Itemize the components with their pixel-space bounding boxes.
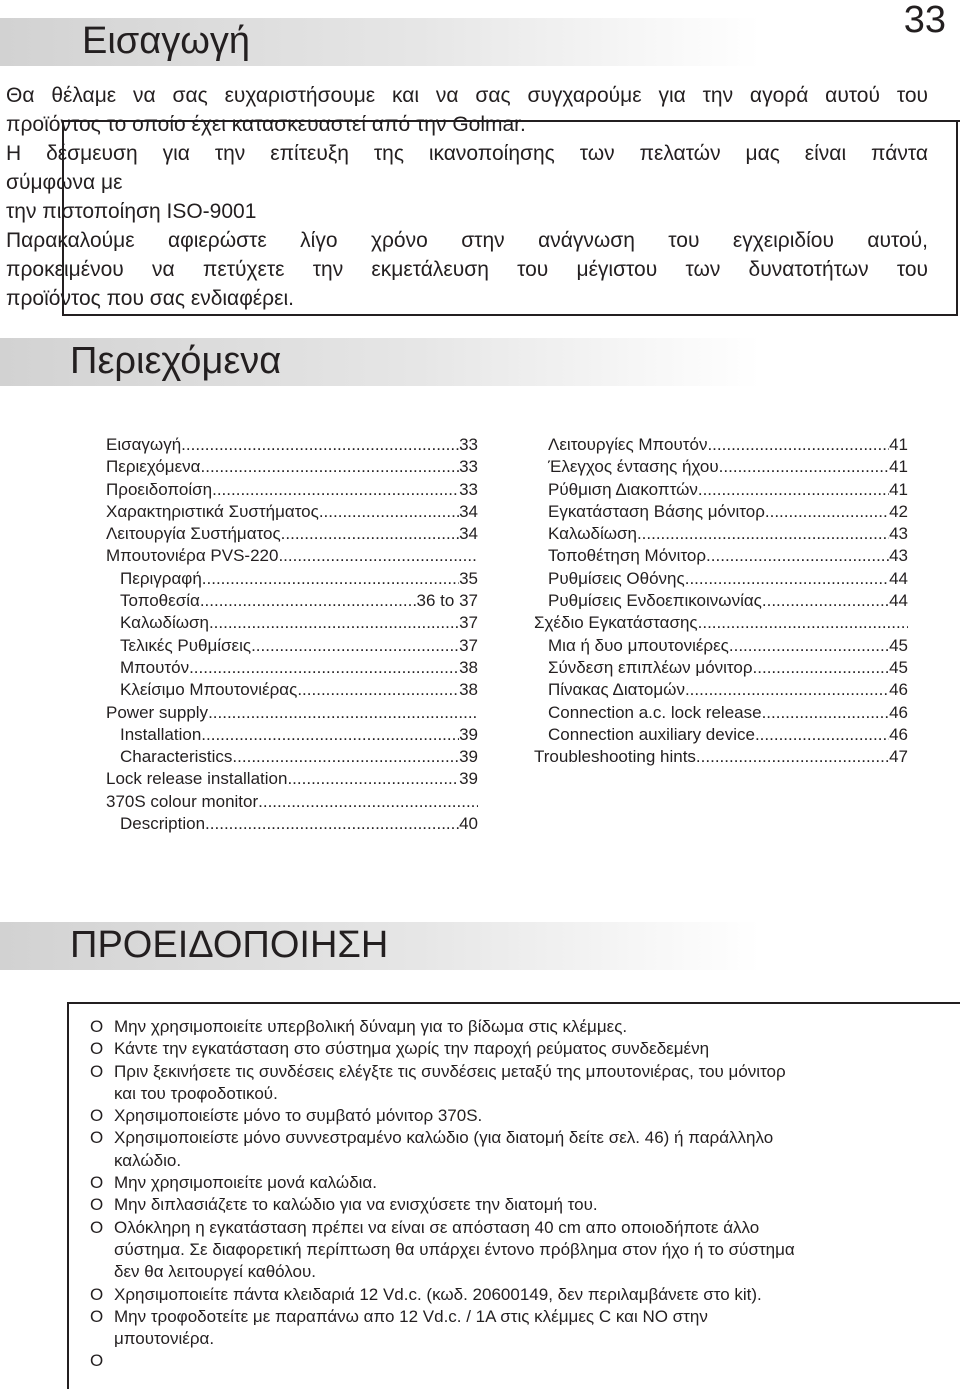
toc-entry-title: Connection auxiliary device xyxy=(548,724,755,744)
toc-entry-title: Μπουτονιέρα PVS-220 xyxy=(106,546,279,566)
intro-frame-bottom xyxy=(62,314,958,316)
toc-entry xyxy=(106,679,478,701)
toc-entry-title: Προειδοποίση xyxy=(106,479,213,499)
intro-header-band xyxy=(0,18,760,66)
contents-header-band xyxy=(0,338,760,386)
bullet-circle-icon: O xyxy=(90,1106,104,1126)
toc-leader-dots xyxy=(232,746,459,768)
toc-leader-dots xyxy=(212,479,459,501)
warning-item xyxy=(90,1127,910,1172)
intro-line: προϊόντος που σας ενδιαφέρει. xyxy=(6,287,294,310)
toc-entry-title: Έλεγχος έντασης ήχου xyxy=(548,457,719,477)
toc-entry-page: 40 xyxy=(459,814,478,834)
toc-entry xyxy=(106,545,478,567)
toc-entry-page: 34 xyxy=(459,501,478,521)
toc-entry-title: 370S colour monitor xyxy=(106,791,259,811)
warning-item xyxy=(90,1306,910,1351)
toc-entry-page: 46 xyxy=(889,680,908,700)
bullet-circle-icon: O xyxy=(90,1351,104,1371)
bullet-circle-icon: O xyxy=(90,1039,104,1059)
toc-leader-dots xyxy=(189,657,459,679)
warning-item-text: Μην χρησιμοποιείτε μονά καλώδια. xyxy=(114,1173,377,1193)
toc-entry-page: 43 xyxy=(889,524,908,544)
intro-line: σύμφωνα με xyxy=(6,171,123,194)
toc-leader-dots xyxy=(201,456,460,478)
toc-entry xyxy=(106,501,478,523)
toc-entry-page: 43 xyxy=(889,546,908,566)
warning-item-text: Μην τροφοδοτείτε με παραπάνω απο 12 Vd.c. / 1A στις κλέμμες C και NO στην xyxy=(114,1306,708,1326)
toc-entry-title: Description xyxy=(120,814,206,834)
toc-leader-dots xyxy=(696,746,889,768)
toc-entry xyxy=(106,724,478,746)
toc-leader-dots xyxy=(707,434,889,456)
toc-entry-page: 34 xyxy=(459,524,478,544)
toc-entry-title: Περιγραφή xyxy=(120,568,202,588)
toc-leader-dots xyxy=(762,590,889,612)
toc-entry xyxy=(534,523,908,545)
toc-entry-title: Characteristics xyxy=(120,747,233,767)
intro-paragraph xyxy=(6,81,928,313)
toc-leader-dots xyxy=(287,768,459,790)
toc-entry-title: Εισαγωγή xyxy=(106,435,182,454)
toc-leader-dots xyxy=(706,545,889,567)
toc-entry-page: 44 xyxy=(889,591,908,611)
toc-leader-dots xyxy=(698,612,908,634)
toc-entry-title: Μπουτόν xyxy=(120,657,190,677)
toc-entry-page: 33 xyxy=(459,435,478,454)
toc-entry xyxy=(534,612,908,634)
toc-entry-title: Ρυθμίσεις Ενδοεπικοινωνίας xyxy=(548,591,762,611)
toc-entry-page: 47 xyxy=(889,747,908,767)
toc-entry-page: 41 xyxy=(889,457,908,477)
toc-entry xyxy=(534,545,908,567)
toc-leader-dots xyxy=(755,724,889,746)
warning-item xyxy=(90,1038,910,1060)
warning-item xyxy=(90,1105,910,1127)
warning-item-text: και του τροφοδοτικού. xyxy=(114,1083,278,1103)
toc-leader-dots xyxy=(200,590,417,612)
warning-item-text: καλώδιο. xyxy=(114,1150,182,1170)
warning-item-text: δεν θα λειτουργεί καθόλου. xyxy=(114,1262,317,1282)
toc-entry xyxy=(534,479,908,501)
toc-entry xyxy=(534,746,908,768)
toc-entry xyxy=(106,768,478,790)
toc-leader-dots xyxy=(297,679,459,701)
toc-entry xyxy=(106,612,478,634)
toc-entry-title: Power supply xyxy=(106,702,209,722)
toc-entry xyxy=(534,679,908,701)
warning-item-text xyxy=(114,1350,910,1372)
toc-right-column xyxy=(534,434,908,768)
toc-entry-page: 39 xyxy=(459,724,478,744)
toc-entry-title: Installation xyxy=(120,724,202,744)
bullet-circle-icon: O xyxy=(90,1061,104,1081)
warning-item xyxy=(90,1194,910,1216)
toc-leader-dots xyxy=(201,724,459,746)
toc-entry-title: Περιεχόμενα xyxy=(106,457,201,477)
toc-entry xyxy=(534,657,908,679)
warning-item-text: Μην διπλασιάζετε το καλώδιο για να ενισχύσετε την διατομή του. xyxy=(114,1195,598,1215)
intro-line: προκειμένου να πετύχετε την εκμετάλευση του μέγιστου των δυνατοτήτων του xyxy=(6,258,928,281)
toc-leader-dots xyxy=(258,791,478,813)
toc-entry-title: Πίνακας Διατομών xyxy=(548,680,685,700)
toc-entry-title: Τοποθεσία xyxy=(120,591,200,611)
toc-leader-dots xyxy=(719,456,889,478)
toc-entry-page: 39 xyxy=(459,769,478,789)
warning-title: ΠΡΟΕΙΔΟΠΟΙΗΣΗ xyxy=(70,924,389,966)
toc-entry-page: 36 to 37 xyxy=(416,591,478,611)
toc-entry-page: 37 xyxy=(459,613,478,633)
toc-leader-dots xyxy=(753,657,890,679)
toc-entry xyxy=(106,568,478,590)
toc-entry-title: Τελικές Ρυθμίσεις xyxy=(120,635,252,655)
warning-item xyxy=(90,1061,910,1106)
toc-entry-title: Σύνδεση επιπλέων μόνιτορ xyxy=(548,657,753,677)
toc-leader-dots xyxy=(202,568,459,590)
bullet-circle-icon: O xyxy=(90,1128,104,1148)
page-number: 33 xyxy=(903,0,946,41)
toc-leader-dots xyxy=(205,813,459,835)
bullet-circle-icon: O xyxy=(90,1195,104,1215)
toc-leader-dots xyxy=(698,479,889,501)
toc-entry-page: 42 xyxy=(889,501,908,521)
toc-entry-title: Λειτουργίες Μπουτόν xyxy=(548,435,708,454)
toc-entry-title: Connection a.c. lock release xyxy=(548,702,762,722)
warning-item xyxy=(90,1172,910,1194)
toc-entry xyxy=(106,657,478,679)
toc-entry xyxy=(534,568,908,590)
intro-line: Θα θέλαμε να σας ευχαριστήσουμε και να σας συγχαρούμε για την αγορά αυτού του xyxy=(6,84,928,107)
toc-entry xyxy=(106,635,478,657)
toc-entry-page: 38 xyxy=(459,680,478,700)
toc-entry-page: 38 xyxy=(459,657,478,677)
toc-entry-title: Ρύθμιση Διακοπτών xyxy=(548,479,698,499)
toc-leader-dots xyxy=(685,679,889,701)
warning-item xyxy=(90,1016,910,1038)
toc-entry-title: Καλωδίωση xyxy=(548,524,637,544)
toc-entry xyxy=(106,523,478,545)
toc-entry-title: Ρυθμίσεις Οθόνης xyxy=(548,568,685,588)
bullet-circle-icon: O xyxy=(90,1306,104,1326)
warning-item xyxy=(90,1284,910,1306)
bullet-circle-icon: O xyxy=(90,1173,104,1193)
toc-left-column xyxy=(106,434,478,835)
toc-entry xyxy=(106,702,478,724)
toc-leader-dots xyxy=(181,434,459,456)
toc-entry-title: Κλείσιμο Μπουτονιέρας xyxy=(120,680,298,700)
contents-title: Περιεχόμενα xyxy=(70,340,282,382)
toc-leader-dots xyxy=(208,702,478,724)
intro-frame-right xyxy=(956,120,958,316)
toc-entry-page: 39 xyxy=(459,747,478,767)
intro-line: Παρακαλούμε αφιερώστε λίγο χρόνο στην ανάγνωση του εγχειριδίου αυτού, xyxy=(6,229,928,252)
toc-entry xyxy=(534,635,908,657)
toc-entry xyxy=(106,791,478,813)
warning-item-text: Μην χρησιμοποιείτε υπερβολική δύναμη για το βίδωμα στις κλέμμες. xyxy=(114,1017,628,1036)
toc-leader-dots xyxy=(762,702,890,724)
warning-item-text: Κάντε την εγκατάσταση στο σύστημα χωρίς την παροχή ρεύματος συνδεδεμένη xyxy=(114,1039,710,1059)
bullet-circle-icon: O xyxy=(90,1217,104,1237)
toc-entry xyxy=(534,501,908,523)
toc-entry-page: 46 xyxy=(889,702,908,722)
toc-leader-dots xyxy=(765,501,889,523)
toc-entry-page: 37 xyxy=(459,635,478,655)
toc-entry-page: 45 xyxy=(889,657,908,677)
toc-entry-page: 41 xyxy=(889,435,908,454)
toc-entry xyxy=(534,702,908,724)
toc-entry xyxy=(106,456,478,478)
toc-entry xyxy=(106,590,478,612)
warning-item-text: Χρησιμοποιείστε μόνο το συμβατό μόνιτορ 370S. xyxy=(114,1106,483,1126)
toc-entry xyxy=(106,746,478,768)
warning-item-text: μπουτονιέρα. xyxy=(114,1329,215,1349)
warning-item xyxy=(90,1217,910,1284)
toc-leader-dots xyxy=(729,635,889,657)
toc-entry-page: 33 xyxy=(459,479,478,499)
toc-entry-page: 35 xyxy=(459,568,478,588)
toc-leader-dots xyxy=(319,501,459,523)
toc-entry-page: 44 xyxy=(889,568,908,588)
toc-entry-title: Χαρακτηριστικά Συστήματος xyxy=(106,501,319,521)
warning-item-text: Πριν ξεκινήσετε τις συνδέσεις ελέγξτε τις συνδέσεις μεταξύ της μπουτονιέρας, του μόνιτορ xyxy=(114,1061,786,1081)
intro-title: Εισαγωγή xyxy=(82,20,251,62)
toc-entry-page: 33 xyxy=(459,457,478,477)
toc-entry-title: Troubleshooting hints xyxy=(534,747,696,767)
warning-item-text: Χρησιμοποιείτε πάντα κλειδαριά 12 Vd.c. (κωδ. 20600149, δεν περιλαμβάνετε στο kit). xyxy=(114,1284,762,1304)
toc-entry xyxy=(106,434,478,456)
toc-entry xyxy=(534,434,908,456)
toc-entry-page: 46 xyxy=(889,724,908,744)
toc-entry xyxy=(534,724,908,746)
bullet-circle-icon: O xyxy=(90,1017,104,1036)
warning-item-text: Ολόκληρη η εγκατάσταση πρέπει να είναι σε απόσταση 40 cm απο οποιοδήποτε άλλο xyxy=(114,1217,760,1237)
bullet-circle-icon: O xyxy=(90,1284,104,1304)
toc-entry-title: Εγκατάσταση Βάσης μόνιτορ xyxy=(548,501,765,521)
toc-leader-dots xyxy=(278,545,478,567)
toc-entry xyxy=(106,813,478,835)
intro-line: Η δέσμευση για την επίτευξη της ικανοποίησης των πελατών μας είναι πάντα xyxy=(6,142,928,165)
toc-leader-dots xyxy=(637,523,889,545)
toc-entry-title: Τοποθέτηση Μόνιτορ xyxy=(548,546,707,566)
warning-list xyxy=(90,1016,910,1373)
intro-line: την πιστοποίηση ISO-9001 xyxy=(6,200,257,223)
toc-leader-dots xyxy=(281,523,459,545)
warning-item xyxy=(90,1350,910,1372)
warning-header-band xyxy=(0,922,760,970)
toc-entry-title: Καλωδίωση xyxy=(120,613,209,633)
intro-line: προϊόντος το οποίο έχει κατασκευαστεί από την Golmar. xyxy=(6,113,526,136)
warning-item-text: σύστημα. Σε διαφορετική περίπτωση θα υπάρχει έντονο πρόβλημα στον ήχο ή το σύστημα xyxy=(114,1239,795,1259)
toc-entry-page: 45 xyxy=(889,635,908,655)
toc-entry-title: Μια ή δυο μπουτονιέρες xyxy=(548,635,729,655)
toc-entry xyxy=(534,590,908,612)
warning-item-text: Χρησιμοποιείστε μόνο συννεστραμένο καλώδιο (για διατομή δείτε σελ. 46) ή παράλληλο xyxy=(114,1128,774,1148)
toc-entry-title: Lock release installation xyxy=(106,769,288,789)
toc-leader-dots xyxy=(251,635,459,657)
toc-entry xyxy=(106,479,478,501)
toc-leader-dots xyxy=(685,568,889,590)
toc-entry-title: Σχέδιο Εγκατάστασης xyxy=(534,613,698,633)
toc-entry-page: 41 xyxy=(889,479,908,499)
toc-entry xyxy=(534,456,908,478)
toc-entry-title: Λειτουργία Συστήματος xyxy=(106,524,281,544)
toc-leader-dots xyxy=(209,612,459,634)
